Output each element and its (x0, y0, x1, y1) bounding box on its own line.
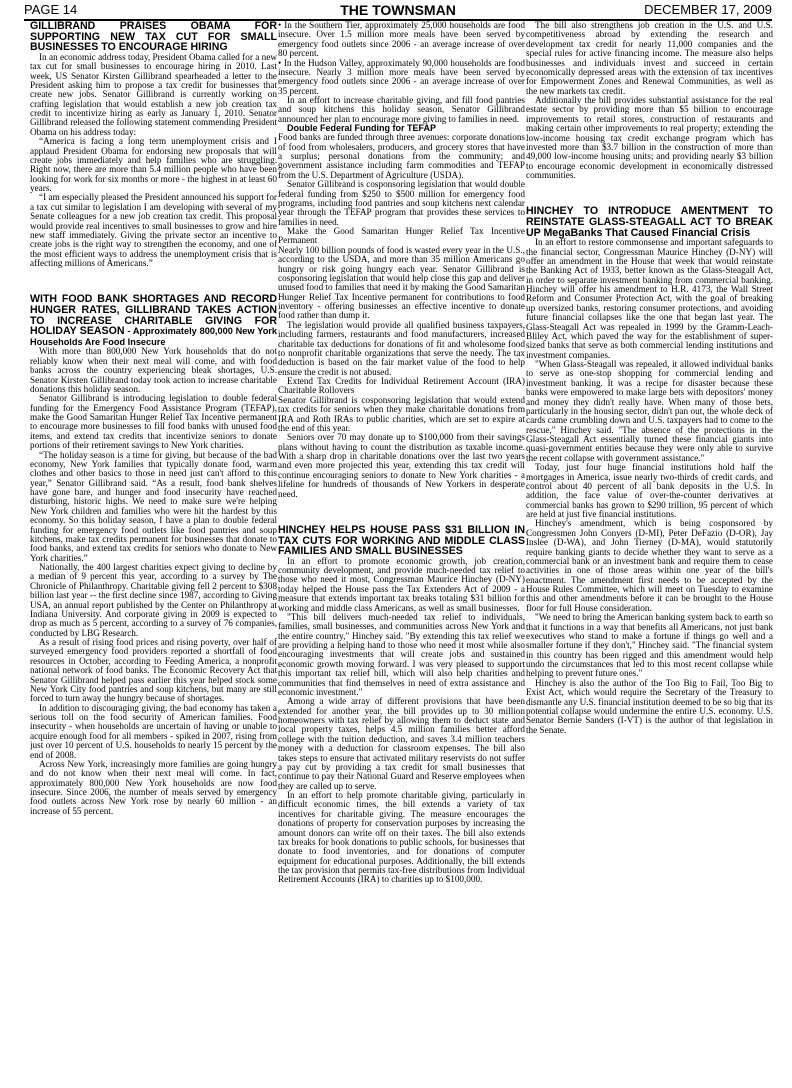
article-2-dek: - Approximately 800,000 New York Households Are Food Insecure (30, 326, 277, 347)
article-2-paragraph: Senator Gillibrand is cosponsoring legislation that would double federal funding from $250 to $500 million for emergency food programs, including food pantries and soup kitchens next calendar year through the TEFAP program that provides these services to families in need. (278, 179, 525, 227)
article-2-paragraph: Extend Tax Credits for Individual Retirement Account (IRA) Charitable Rollovers (278, 376, 525, 396)
article-4-headline-tail: MegaBanks That Caused Financial Crisis (540, 226, 751, 239)
article-2-bullet: • In the Hudson Valley, approximately 90,000 households are food insecure. Nearly 3 million more meals have been served by emergency food outlets since 2006 - an average increase of over 35 percent. (278, 57, 525, 96)
article-2-subhead: Double Federal Funding for TEFAP (287, 123, 437, 134)
article-2-paragraph: The legislation would provide all qualified business taxpayers, including farmers, restaurants and food manufacturers, increased charitable tax deductions for donations of fit and wholesome food to nonprofit charitable organizations that serve the needy. The tax deduction is based on the fair market value of the food to help ensure the credit is not abused. (278, 319, 525, 377)
article-2-paragraph: Senator Gillibrand is cosponsoring legislation that would extend tax credits for seniors when they make charitable donations from IRA and Roth IRAs to public charities, which are set to expire at the end of this year. (278, 394, 525, 433)
article-1-headline: GILLIBRAND PRAISES OBAMA FOR SUPPORTING NEW TAX CUT FOR SMALL BUSINESSES TO ENCOURAGE HIRING (30, 21, 277, 54)
article-4-paragraph: Hinchey's amendment, which is being cosponsored by Congressmen John Conyers (D-MI), Peter DeFazio (D-OR), Jay Inslee (D-WA), and John Tierney (D-MA), would statutorily require banking giants to decide whether they want to serve as a commercial bank or an investment bank and require them to cease activities in one of those areas within one year of the bill's enactment. The amendment first needs to be accepted by the House Rules Committee, which will meet on Tuesday to examine this and other amendments before it can be brought to the House floor for full House consideration. (526, 518, 773, 613)
article-3-paragraph: "This bill delivers much-needed tax relief to individuals, families, small businesses, and communities across New York and the entire country," Hinchey said. "By extending this tax relief we are providing a helping hand to those who need it most while also encouraging investments that will create jobs and sustained economic growth moving forward. I was very pleased to support this important tax relief bill, which will also help charities and communities that find themselves in need of extra assistance and economic investment." (278, 611, 525, 697)
column-2 (278, 21, 525, 1085)
article-4-paragraph: Today, just four huge financial institutions hold half the mortgages in America, issue nearly two-thirds of credit cards, and control about 40 percent of all bank deposits in the U.S. In addition, the face value of over-the-counter derivatives at commercial banks has grown to $290 trillion, 95 percent of which are held at just five financial institutions. (526, 462, 773, 520)
article-2-headline-text: WITH FOOD BANK SHORTAGES AND RECORD HUNGER RATES, GILLIBRAND TAKES ACTION TO INCREASE CHARITABLE GIVING FOR HOLIDAY SEASON (30, 293, 277, 338)
issue-date: DECEMBER 17, 2009 (644, 2, 772, 17)
article-2-paragraph: Seniors over 70 may donate up to $100,000 from their savings plans without having to count the distribution as taxable income. With a sharp drop in charitable donations over the last two years and even more projected this year, extending this tax credit will continue encouraging seniors to donate to New York charities - a lifeline for hundreds of thousands of New Yorkers in desperate need. (278, 432, 525, 499)
article-2-paragraph: Nearly 100 billion pounds of food is wasted every year in the U.S., according to the USDA, and more than 35 million Americans go hungry or risk going hungry each year. Senator Gillibrand is cosponsoring legislation that would help close this gap and deliver unused food to families that need it by making the Good Samaritan Hunger Relief Tax Incentive permanent for contributions to food inventory - offering businesses an effective incentive to donate food rather than dump it. (278, 244, 525, 321)
article-4-paragraph: "We need to bring the American banking system back to earth so that it functions in a way that benefits all Americans, not just bank executives who stand to make a fortune if things go well and a smaller fortune if they don't," Hinchey said. "The financial system in this country has been rigged and this amendment would help undo the circumstances that led to this most recent collapse while helping to prevent future ones." (526, 612, 773, 679)
article-2-paragraph: Make the Good Samaritan Hunger Relief Tax Incentive Permanent (278, 226, 525, 246)
article-1-paragraph: “America is facing a long term unemployment crisis and I applaud President Obama for endorsing new proposals that will create jobs immediately and help families who are struggling. Right now, there are more than 5.4 million people who have been looking for work for six months or more - the highest in at least 60 years. (30, 136, 277, 194)
article-4-paragraph: In an effort to restore commonsense and important safeguards to the financial sector, Congressman Maurice Hinchey (D-NY) will offer an amendment in the House that week that would reinstate the Banking Act of 1933, better known as the Glass-Steagall Act, in order to separate investment banking from commercial banking. Hinchey will offer his amendment to H.R. 4173, the Wall Street Reform and Consumer Protection Act, with the goal of breaking up oversized banks, restoring consumer protections, and avoiding future financial collapses like the one that began last year. The Glass-Steagall Act was repealed in 1999 by the Gramm-Leach-Bliley Act, which paved the way for the establishment of super-sized banks that serve as both commercial lending institutions and investment companies. (526, 237, 773, 360)
column-1 (30, 21, 277, 1085)
article-2-paragraph: Senator Gillibrand is introducing legislation to double federal funding for the Emergency Food Assistance Program (TEFAP), make the Good Samaritan Hunger Relief Tax Incentive permanent to encourage more businesses to fill food banks with unused food items, and extend tax credits that incentivize seniors to donate portions of their retirement savings to New York charities. (30, 393, 277, 451)
article-3-paragraph: Among a wide array of different provisions that have been extended for another year, the bill provides up to 30 million homeowners with tax relief by allowing them to deduct state and local property taxes, helps 4.5 million families better afford college with the tuition deduction, and saves 3.4 million teachers money with a deduction for classroom expenses. The bill also takes steps to ensure that activated military reservists do not suffer a pay cut by providing a tax credit for small businesses that continue to pay their National Guard and Reserve employees when they are called up to serve. (278, 696, 525, 791)
article-3-paragraph: Additionally the bill provides substantial assistance for the real estate sector by providing more than $5 billion to encourage improvements to retail stores, construction of restaurants and making certain other improvements to real property; extending the low-income housing tax credit exchange program which has invested more than $3.7 billion in the construction of more than 49,000 low-income housing units; and providing nearly $3 billion to encourage economic development in economically distressed communities. (526, 95, 773, 180)
article-3-paragraph: The bill also strengthens job creation in the U.S. and U.S. competitiveness abroad by extending the research and development tax credit for nearly 11,000 companies and the special rules for active financing income. The measure also helps businesses and individuals invest and succeed in certain economically depressed areas with the extension of tax incentives for Empowerment Zones and Renewal Communities, as well as the new markets tax credit. (526, 21, 773, 96)
article-3-paragraph: In an effort to help promote charitable giving, particularly in difficult economic times, the bill extends a variety of tax incentives for charitable giving. The measure encourages the donations of property for conservation purposes by increasing the amount donors can write off on their taxes. The bill also extends tax breaks for book donations to public schools, for businesses that donate to food inventories, and for donations of computer equipment for educational purposes. Additionally, the bill extends the tax provision that permits tax-free distributions from Individual Retirement Accounts (IRA) to charities up to $100,000. (278, 790, 525, 885)
article-2-paragraph: In an effort to increase charitable giving, and fill food pantries and soup kitchens this holiday season, Senator Gillibrand announced her plan to encourage more giving to families in need. (278, 95, 525, 124)
column-3 (526, 21, 773, 1085)
masthead (24, 2, 772, 18)
article-1-paragraph: In an economic address today, President Obama called for a new tax cut for small businesses to encourage hiring in 2010. Last week, US Senator Kirsten Gillibrand spearheaded a letter to the President asking him to propose a tax credit for businesses that create new jobs. Senator Gillibrand is currently working on crafting legislation that would establish a new job creation tax credit to incentivize hiring as early as January 1, 2010. Senator Gillibrand released the following statement commending President Obama on his address today: (30, 51, 277, 137)
article-2-paragraph: Across New York, increasingly more families are going hungry and do not know when their next meal will come. In fact, approximately 800,000 New York households are now food insecure. Since 2006, the number of meals served by emergency food outlets across New York rose by nearly 60 million - an increase of 55 percent. (30, 758, 277, 816)
article-2-paragraph: As a result of rising food prices and rising poverty, over half of surveyed emergency food providers reported a shortfall of food resources in October, according to Feeding America, a nonprofit national network of food banks. The Economic Recovery Act that Senator Gillibrand helped pass earlier this year helped stock some New York City food pantries and soup kitchens, but many are still forced to turn away the hungry because of shortages. (30, 637, 277, 704)
article-2-paragraph: “The holiday season is a time for giving, but because of the bad economy, New York families that typically donate food, warm clothes and other basics to those in need just can't afford to this year,” Senator Gillibrand said. “As a result, food bank shelves have gone bare, and hunger and food insecurity have reached disturbing, historic highs. We need to make sure we're helping New York children and families who were hit the hardest by this economy. So this holiday season, I have a plan to double federal funding for emergency food outlets like food pantries and soup kitchens, make tax credits permanent for businesses that donate to food banks, and extend tax credits for seniors who donate to New York charities.” (30, 449, 277, 563)
article-3-headline: HINCHEY HELPS HOUSE PASS $31 BILLION IN TAX CUTS FOR WORKING AND MIDDLE CLASS FAMILIES AND SMALL BUSINESSES (278, 523, 525, 558)
page-number: PAGE 14 (24, 2, 78, 17)
article-2-paragraph: Food banks are funded through three avenues: corporate donations of food from wholesalers, producers, and grocery stores that have a surplus; personal donations from the community; and government assistance including farm commodities and TEFAP from the U.S. Department of Agriculture (USDA). (278, 132, 525, 180)
article-2-bullet: • In the Southern Tier, approximately 25,000 households are food insecure. Over 1.5 million more meals have been served by emergency food outlets since 2006 - an average increase of over 80 percent. (278, 21, 525, 59)
article-2-paragraph: Nationally, the 400 largest charities expect giving to decline by a median of 9 percent this year, according to a survey by The Chronicle of Philanthropy. Charitable giving fell 2 percent to $308 billion last year -- the first decline since 1987, according to Giving USA, an annual report published by the Center on Philanthropy at Indiana University. And corporate giving in 2009 is expected to drop as much as 5 percent, according to a survey of 76 companies, conducted by LBG Research. (30, 562, 277, 638)
article-1-paragraph: “I am especially pleased the President announced his support for a tax cut similar to legislation I am developing with several of my Senate colleagues for a new job creation tax credit. This proposal would provide real incentives to small businesses to grow and hire new staff immediately. Giving the private sector an incentive to create jobs is the right way to strengthen the economy, and one of the most efficient ways to address the unemployment crisis that is affecting millions of Americans.” (30, 192, 277, 269)
article-4-headline (526, 206, 773, 238)
article-4-paragraph: Hinchey is also the author of the Too Big to Fail, Too Big to Exist Act, which would require the Secretary of the Treasury to dismantle any U.S. financial institution deemed to be so big that its potential collapse would undermine the entire U.S. economy. U.S. Senator Bernie Sanders (I-VT) is the author of that legislation in the Senate. (526, 677, 773, 735)
article-2-paragraph: With more than 800,000 New York households that do not reliably know when their next meal will come, and with food banks across the country experiencing bleak shortages, U.S. Senator Kirsten Gillibrand today took action to increase charitable donations this holiday season. (30, 346, 277, 394)
article-4-paragraph: "When Glass-Steagall was repealed, it allowed individual banks to serve as one-stop shopping for commercial lending and investment banking. It was a recipe for disaster because these banks were empowered to make large bets with depositors' money and money they didn't really have. When many of those bets, particularly in the housing sector, didn't pan out, the whole deck of cards came crumbling down and U.S. taxpayers had to come to the rescue," Hinchey said. "The absence of the protections in the Glass-Steagall Act essentially turned these financial giants into quasi-government entities because they were only able to survive the recent collapse with government assistance." (526, 359, 773, 463)
article-4-headline-text: HINCHEY TO INTRODUCE AMENTMENT TO REINSTATE GLASS-STEAGALL ACT TO BREAK UP (526, 205, 773, 239)
article-2-headline (30, 294, 277, 347)
newspaper-name: THE TOWNSMAN (340, 2, 456, 18)
article-3-paragraph: In an effort to promote economic growth, job creation, community development, and provide much-needed tax relief to those who need it most, Congressman Maurice Hinchey (D-NY) today helped the House pass the Tax Extenders Act of 2009 - a measure that extends important tax breaks totaling $31 billion for working and middle class Americans, as well as small businesses. (278, 555, 525, 613)
article-2-paragraph: In addition to discouraging giving, the bad economy has taken a serious toll on the food security of American families. Food insecurity - when households are uncertain of having or unable to acquire enough food for all members - spiked in 2007, rising from just over 10 percent of U.S. households to nearly 15 percent by the end of 2008. (30, 702, 277, 760)
